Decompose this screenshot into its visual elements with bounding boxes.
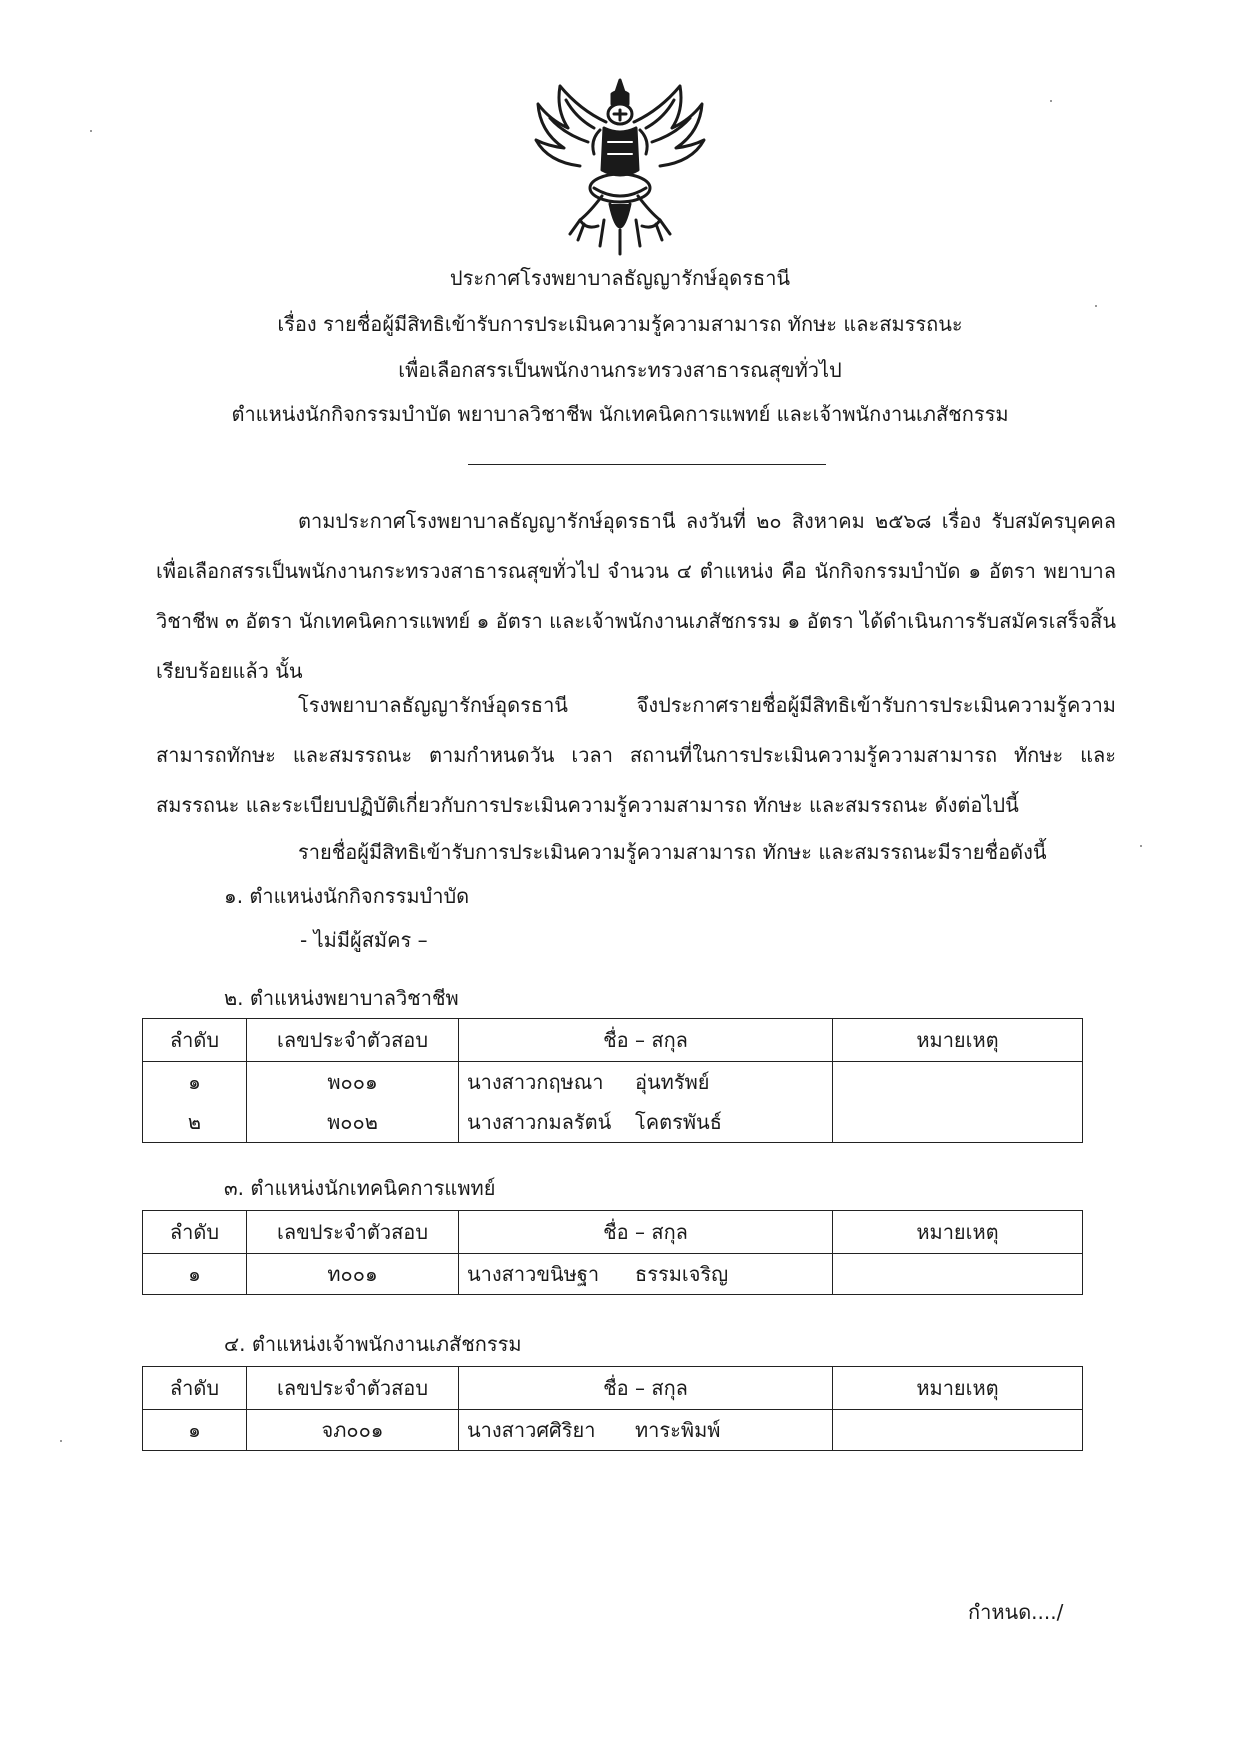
- table-header-row: [143, 1019, 1083, 1062]
- col-exam-id: เลขประจำตัวสอบ: [247, 1211, 459, 1254]
- announcement-line4: ตำแหน่งนักกิจกรรมบำบัด พยาบาลวิชาชีพ นักเทคนิคการแพทย์ และเจ้าพนักงานเภสัชกรรม: [231, 402, 1009, 426]
- col-order: ลำดับ: [143, 1211, 247, 1254]
- col-order: ลำดับ: [143, 1019, 247, 1062]
- announcement-line3: เพื่อเลือกสรรเป็นพนักงานกระทรวงสาธารณสุขทั่วไป: [398, 358, 842, 382]
- section-2-table: [142, 1018, 1083, 1143]
- paragraph-3: รายชื่อผู้มีสิทธิเข้ารับการประเมินความรู้ความสามารถ ทักษะ และสมรรถนะมีรายชื่อดังนี้: [298, 840, 1047, 864]
- scan-speck: [1140, 845, 1142, 847]
- col-remark: หมายเหตุ: [833, 1019, 1083, 1062]
- scan-speck: [90, 130, 92, 132]
- col-remark: หมายเหตุ: [833, 1211, 1083, 1254]
- col-name: ชื่อ – สกุล: [459, 1367, 833, 1410]
- col-exam-id: เลขประจำตัวสอบ: [247, 1367, 459, 1410]
- scan-speck: [1050, 100, 1052, 102]
- table-row: ๑ จภ๐๐๑ นางสาวศศิริยา ทาระพิมพ์: [143, 1410, 1083, 1451]
- announcement-subject: เรื่อง รายชื่อผู้มีสิทธิเข้ารับการประเมินความรู้ความสามารถ ทักษะ และสมรรถนะ: [277, 312, 963, 336]
- col-exam-id: เลขประจำตัวสอบ: [247, 1019, 459, 1062]
- col-order: ลำดับ: [143, 1367, 247, 1410]
- col-remark: หมายเหตุ: [833, 1367, 1083, 1410]
- section-3-heading: ๓. ตำแหน่งนักเทคนิคการแพทย์: [224, 1176, 496, 1200]
- paragraph-1: ตามประกาศโรงพยาบาลธัญญารักษ์อุดรธานี ลงวันที่ ๒๐ สิงหาคม ๒๕๖๘ เรื่อง รับสมัครบุคคลเพื่อเลือกสรรเป็นพนักงานกระทรวงสาธารณสุขทั่วไป จำนวน ๔ ตำแหน่ง คือ นักกิจกรรมบำบัด ๑ อัตรา พยาบาลวิชาชีพ ๓ อัตรา นักเทคนิคการแพทย์ ๑ อัตรา และเจ้าพนักงานเภสัชกรรม ๑ อัตรา ได้ดำเนินการรับสมัครเสร็จสิ้นเรียบร้อยแล้ว นั้น: [156, 509, 1116, 683]
- section-2-heading: ๒. ตำแหน่งพยาบาลวิชาชีพ: [224, 986, 459, 1010]
- paragraph-2: โรงพยาบาลธัญญารักษ์อุดรธานี จึงประกาศรายชื่อผู้มีสิทธิเข้ารับการประเมินความรู้ความสามารถทักษะ และสมรรถนะ ตามกำหนดวัน เวลา สถานที่ในการประเมินความรู้ความสามารถ ทักษะ และสมรรถนะ และระเบียบปฏิบัติเกี่ยวกับการประเมินความรู้ความสามารถ ทักษะ และสมรรถนะ ดังต่อไปนี้: [156, 693, 1116, 817]
- col-name: ชื่อ – สกุล: [459, 1211, 833, 1254]
- section-4-table: [142, 1366, 1083, 1451]
- table-header-row: [143, 1367, 1083, 1410]
- section-4-heading: ๔. ตำแหน่งเจ้าพนักงานเภสัชกรรม: [224, 1332, 522, 1356]
- table-header-row: [143, 1211, 1083, 1254]
- col-name: ชื่อ – สกุล: [459, 1019, 833, 1062]
- announcement-title: ประกาศโรงพยาบาลธัญญารักษ์อุดรธานี: [449, 266, 791, 290]
- table-row: ๑ พ๐๐๑ นางสาวกฤษณา อุ่นทรัพย์: [143, 1062, 1083, 1103]
- table-row: ๑ ท๐๐๑ นางสาวขนิษฐา ธรรมเจริญ: [143, 1254, 1083, 1295]
- garuda-emblem: [520, 70, 720, 260]
- scan-speck: [1095, 305, 1097, 307]
- section-1-note: - ไม่มีผู้สมัคร –: [300, 928, 428, 952]
- table-row: ๒ พ๐๐๒ นางสาวกมลรัตน์ โคตรพันธ์: [143, 1102, 1083, 1143]
- continued-marker: กำหนด..../: [968, 1600, 1064, 1624]
- scan-speck: [60, 1440, 62, 1442]
- section-3-table: [142, 1210, 1083, 1295]
- section-1-heading: ๑. ตำแหน่งนักกิจกรรมบำบัด: [224, 884, 470, 908]
- header-divider: [468, 464, 826, 465]
